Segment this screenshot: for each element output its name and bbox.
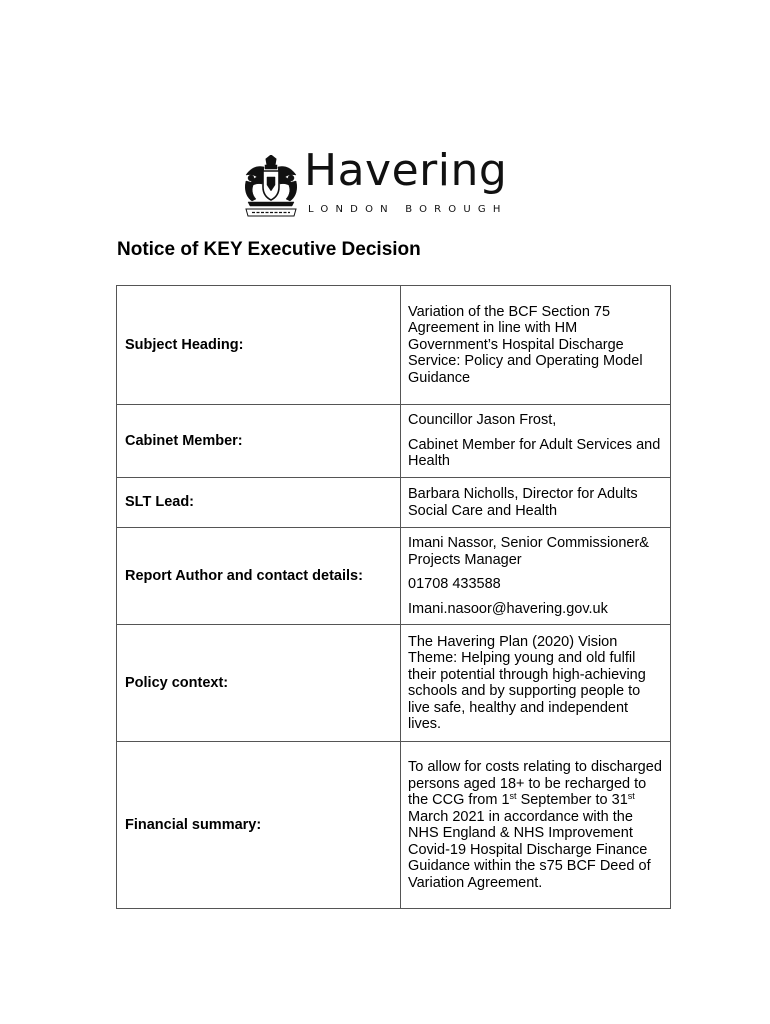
borough-crest-icon: [242, 155, 300, 217]
cabinet-member-name: Councillor Jason Frost,: [408, 412, 557, 429]
row-label-author: Report Author and contact details:: [117, 528, 401, 625]
table-row: [117, 742, 671, 909]
financial-text-part: To allow for costs relating to discharged persons aged 18+ to be recharged to the CCG from 1: [408, 759, 662, 808]
ordinal-suffix: st: [509, 791, 517, 801]
author-email: Imani.nasoor@havering.gov.uk: [408, 600, 608, 617]
author-name: Imani Nassor, Senior Commissioner& Projects Manager: [408, 535, 649, 568]
row-label-slt: SLT Lead:: [117, 478, 401, 528]
slt-lead-text: Barbara Nicholls, Director for Adults Social Care and Health: [408, 486, 638, 519]
table-row: [117, 478, 671, 528]
havering-logo: [242, 145, 522, 217]
row-value-slt: [401, 478, 671, 528]
financial-text-part: September to 31: [516, 792, 628, 808]
ordinal-suffix: st: [627, 791, 635, 801]
row-label-financial: Financial summary:: [117, 742, 401, 909]
row-value-financial: [401, 742, 671, 909]
financial-summary-text: [408, 759, 662, 891]
table-row: [117, 405, 671, 478]
row-value-subject: [401, 286, 671, 405]
table-row: [117, 528, 671, 625]
logo-wordmark: Havering: [304, 145, 508, 196]
row-value-cabinet: [401, 405, 671, 478]
table-row: [117, 625, 671, 742]
logo-tagline: LONDON BOROUGH: [308, 204, 508, 215]
row-label-cabinet: Cabinet Member:: [117, 405, 401, 478]
row-label-policy: Policy context:: [117, 625, 401, 742]
author-phone: 01708 433588: [408, 576, 501, 592]
subject-text: Variation of the BCF Section 75 Agreement in line with HM Government’s Hospital Discharge Service: Policy and Operating Model Guidance: [408, 303, 643, 386]
row-value-author: [401, 528, 671, 625]
row-label-subject: Subject Heading:: [117, 286, 401, 405]
row-value-policy: [401, 625, 671, 742]
table-row: [117, 286, 671, 405]
financial-text-part: March 2021 in accordance with the NHS England & NHS Improvement Covid-19 Hospital Discharge Finance Guidance within the s75 BCF Deed of Variation Agreement.: [408, 808, 651, 891]
policy-text: The Havering Plan (2020) Vision Theme: Helping young and old fulfil their potential through high-achieving schools and by supporting people to live safe, healthy and independent lives.: [408, 633, 646, 732]
decision-details-table: [116, 285, 671, 909]
cabinet-member-role: Cabinet Member for Adult Services and Health: [408, 436, 661, 470]
page-title: Notice of KEY Executive Decision: [117, 239, 421, 260]
